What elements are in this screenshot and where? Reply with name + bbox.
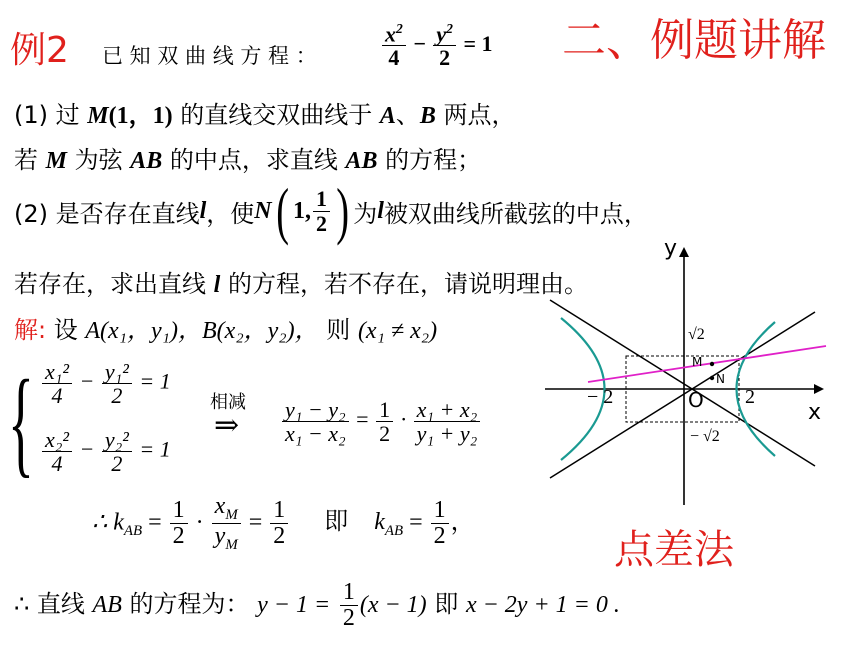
solution-label: 解: bbox=[14, 316, 47, 344]
chord-line bbox=[588, 346, 826, 382]
hyperbola-equation: $\frac{x^2}{4}$ − $\frac{y^2}{2}$ = 1 bbox=[380, 22, 492, 70]
tick-pos-2: 2 bbox=[745, 386, 755, 408]
solution-line1: 解: 设 A(x₁，y₁)，B(x₂，y₂)， 则 (x₁ ≠ x₂) bbox=[14, 316, 438, 344]
asymptote-1 bbox=[550, 300, 815, 466]
x-axis-arrow bbox=[814, 384, 824, 394]
ratio-equation: $\frac{\text{y₁ − y₂}}{\text{x₁ − x₂}}$ = $\frac{1}{2}$ · $\frac{\text{x₁ + x₂}}{\text{y₁ + y₂}}$ bbox=[280, 398, 482, 445]
x-axis-label: x bbox=[808, 400, 822, 425]
tick-neg-2: − 2 bbox=[587, 386, 614, 408]
point-N-label: N bbox=[716, 372, 725, 386]
problem2-line1: (2) 是否存在直线 l ，使 N ( 1, $\frac{1}{2}$ ) 为 l 被双曲线所截弦的中点， bbox=[14, 175, 648, 246]
implies-arrow: ⇒ bbox=[214, 409, 240, 442]
slope-equation: ∴ $k_{AB}$ = $\frac{1}{2}$ · $\frac{x_M}{y_M}$ = $\frac{1}{2}$ 即 $k_{AB}$ = $\frac{1}{2}$ ， bbox=[92, 493, 475, 554]
tick-neg-sqrt2: − √2 bbox=[690, 428, 720, 445]
point-M bbox=[710, 362, 714, 366]
intro-text: 已 知 双 曲 线 方 程 ： bbox=[102, 44, 317, 68]
subtract-label: 相减 bbox=[210, 392, 246, 413]
origin-label: O bbox=[688, 388, 704, 412]
method-label: 点差法 bbox=[614, 527, 734, 573]
final-answer: ∴ 直线 AB 的方程为： y − 1 = $\frac{1}{2}$ (x − 1) 即 x − 2y + 1 = 0 . bbox=[14, 579, 620, 632]
section-title: 二、例题讲解 bbox=[562, 15, 826, 66]
problem2-line2: 若存在，求出直线 l 的方程，若不存在，请说明理由。 bbox=[14, 270, 588, 298]
system-equation-1: $\frac{\text{x₁²}}{4}$ − $\frac{\text{y₁²}}{2}$ = 1 bbox=[40, 360, 171, 407]
problem1-line1: (1) 过 M(1，1) 的直线交双曲线于 A、B 两点， bbox=[14, 101, 516, 129]
tick-sqrt2: √2 bbox=[688, 326, 705, 343]
problem1-line2: 若 M 为弦 AB 的中点，求直线 AB 的方程； bbox=[14, 146, 482, 174]
system-brace: { bbox=[8, 355, 34, 488]
y-axis-label: y bbox=[664, 236, 678, 261]
point-N bbox=[710, 376, 714, 380]
system-equation-2: $\frac{\text{x₂²}}{4}$ − $\frac{\text{y₂²}}{2}$ = 1 bbox=[40, 428, 171, 475]
y-axis-arrow bbox=[679, 247, 689, 257]
hyperbola-graph bbox=[540, 235, 840, 515]
point-M-label: M bbox=[692, 355, 703, 369]
example-label: 例2 bbox=[10, 30, 69, 71]
